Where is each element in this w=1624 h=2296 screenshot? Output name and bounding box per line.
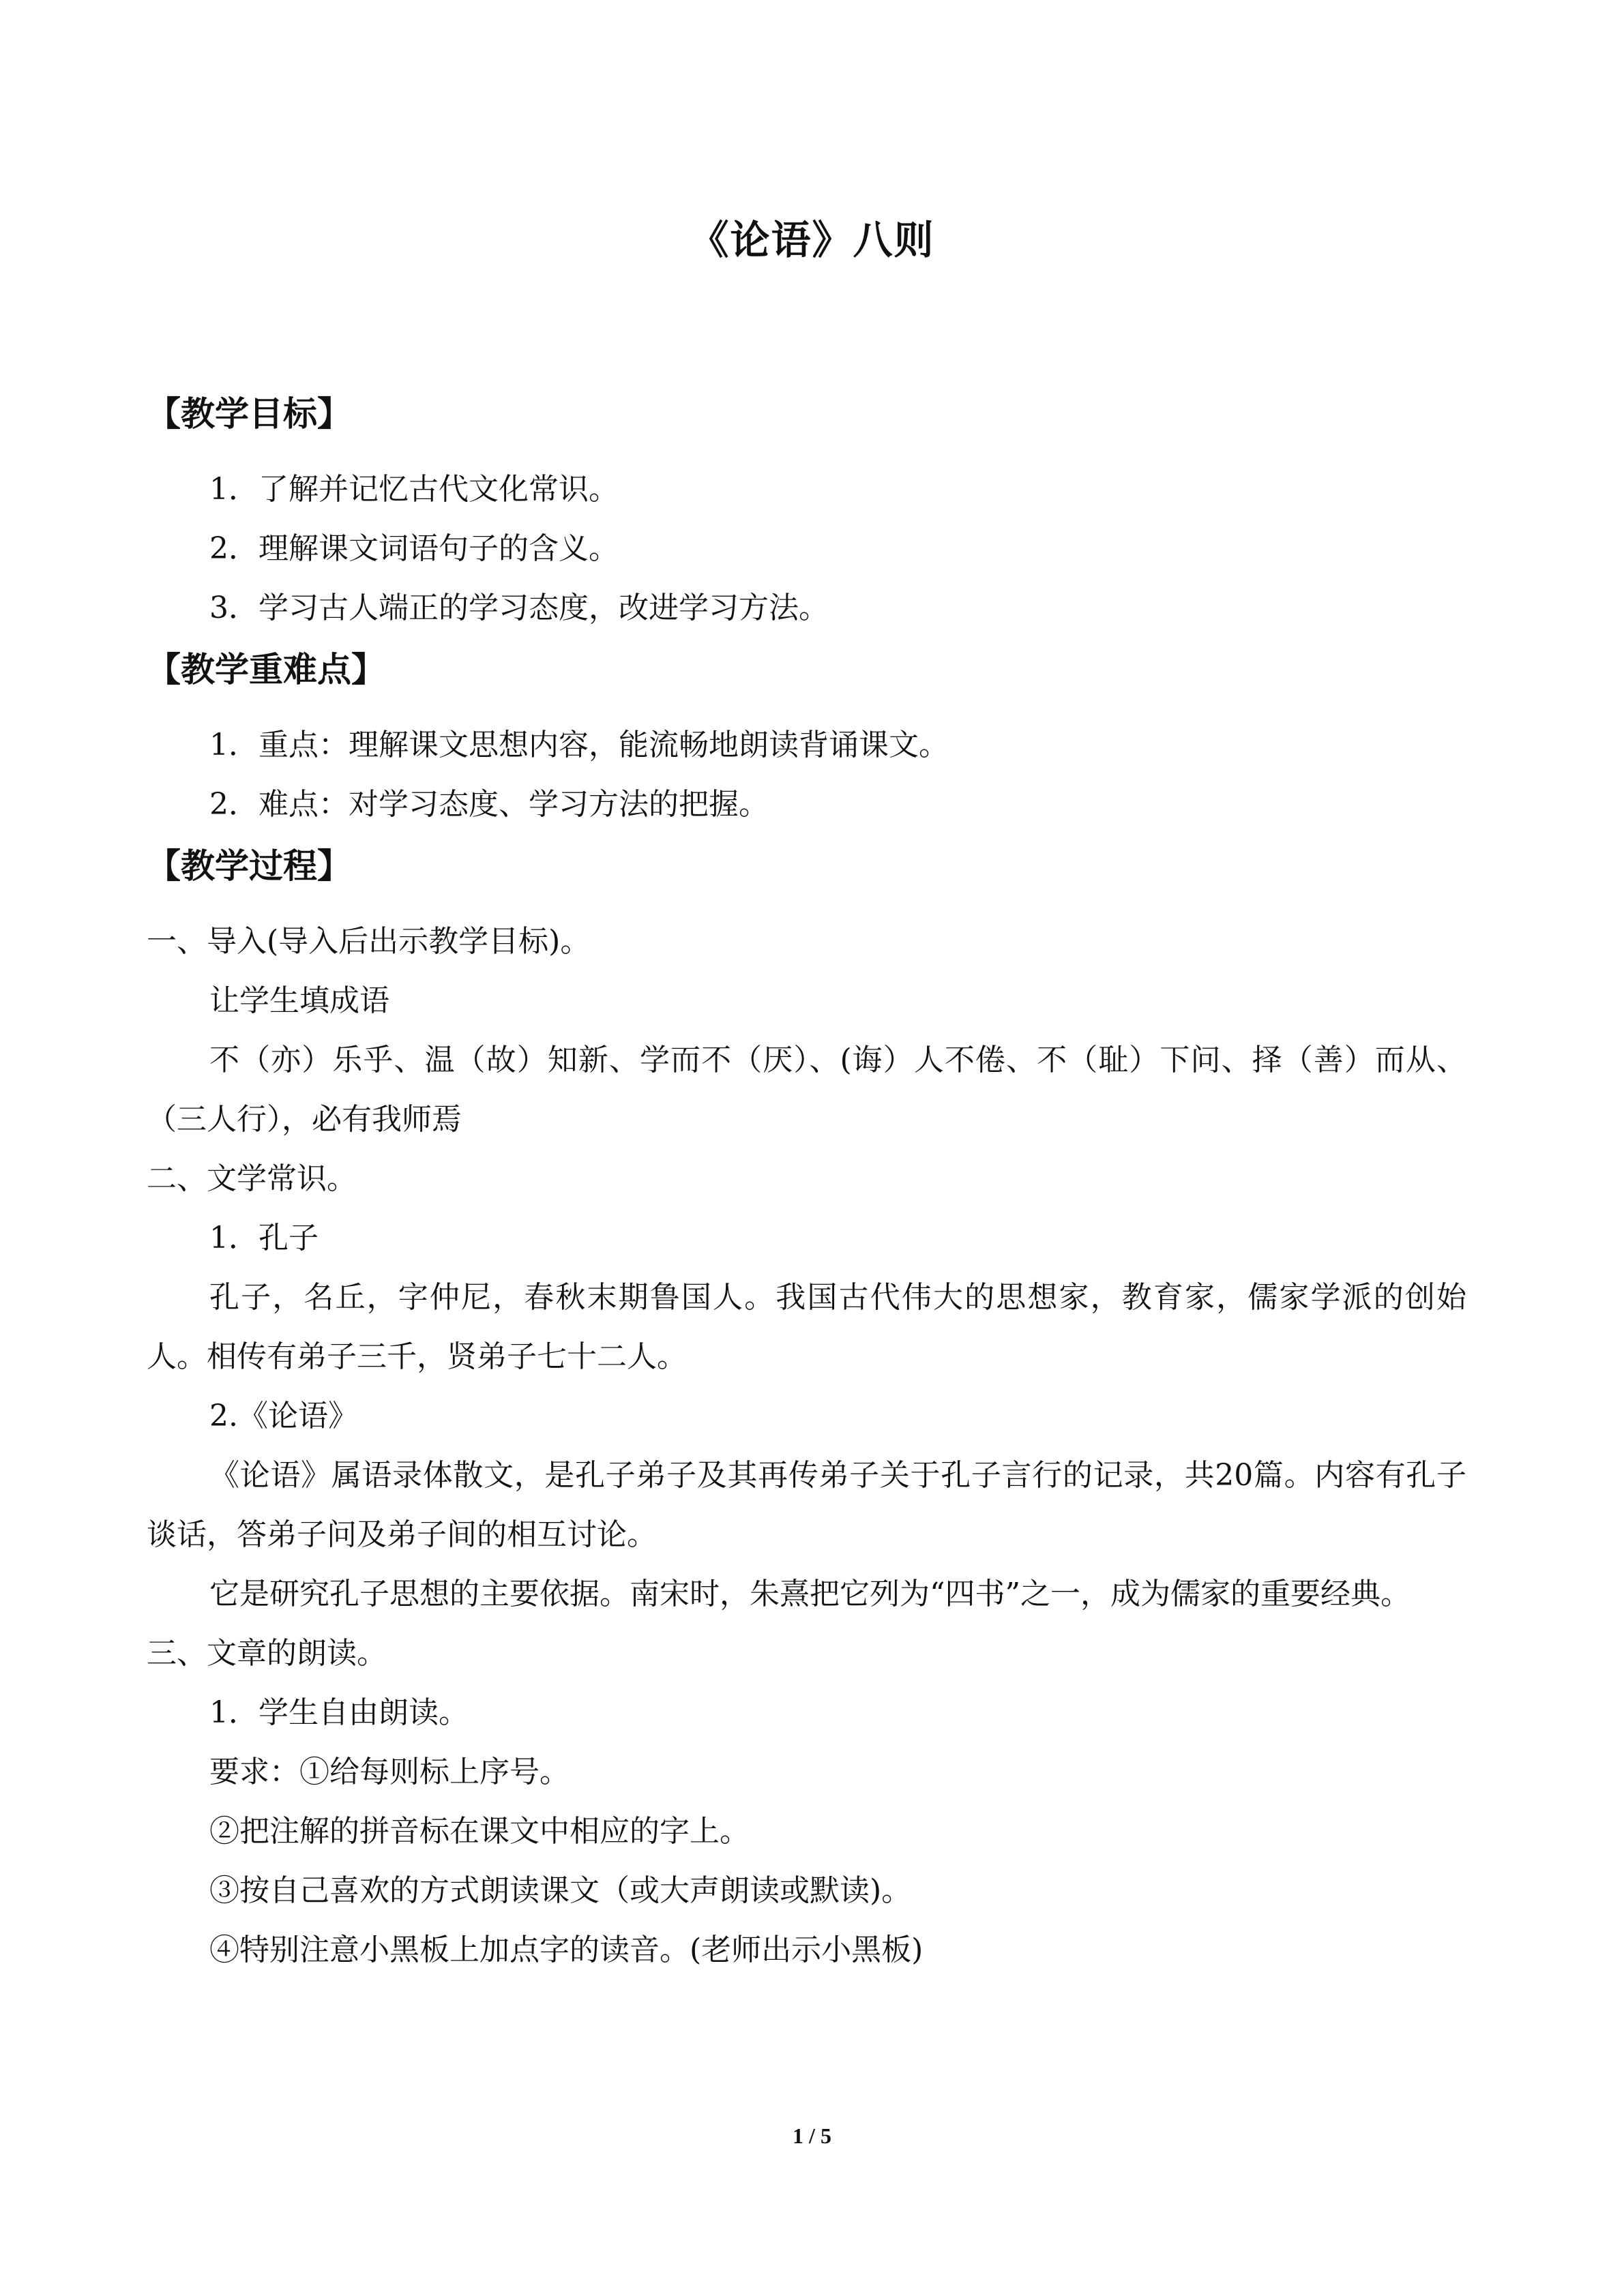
confucius-paragraph: 孔子，名丘，字仲尼，春秋末期鲁国人。我国古代伟大的思想家，教育家，儒家学派的创始人。相传有弟子三千，贤弟子七十二人。 (147, 1280, 1466, 1374)
document-body (147, 382, 1466, 1980)
analects-paragraph: 《论语》属语录体散文，是孔子弟子及其再传弟子关于孔子言行的记录，共20篇。内容有孔子谈话，答弟子问及弟子间的相互讨论。 (147, 1458, 1466, 1552)
section-heading-process: 【教学过程】 (147, 846, 351, 886)
intro-prompt: 让学生填成语 (209, 983, 389, 1018)
process-step-title: 一、导入(导入后出示教学目标)。 (147, 924, 591, 959)
reading-requirement: 要求：①给每则标上序号。 (209, 1755, 570, 1789)
reading-requirement: ④特别注意小黑板上加点字的读音。(老师出示小黑板) (209, 1933, 924, 1967)
document-title: 《论语》八则 (689, 217, 935, 263)
process-step-title: 二、文学常识。 (147, 1161, 357, 1196)
objective-item: 2．理解课文词语句子的含义。 (209, 531, 619, 566)
idioms-paragraph: 不（亦）乐乎、温（故）知新、学而不（厌）、(诲）人不倦、不（耻）下问、择（善）而从、 （三人行），必有我师焉 (147, 1043, 1466, 1137)
reading-requirement: ②把注解的拼音标在课文中相应的字上。 (209, 1814, 750, 1849)
key-point-item: 1．重点：理解课文思想内容，能流畅地朗读背诵课文。 (209, 728, 949, 762)
analects-paragraph: 它是研究孔子思想的主要依据。南宋时，朱熹把它列为“四书”之一，成为儒家的重要经典。 (209, 1577, 1411, 1611)
objective-item: 1．了解并记忆古代文化常识。 (209, 472, 619, 507)
key-point-item: 2．难点：对学习态度、学习方法的把握。 (209, 787, 769, 822)
reading-step: 1．学生自由朗读。 (209, 1695, 469, 1730)
objective-item: 3．学习古人端正的学习态度，改进学习方法。 (209, 591, 829, 625)
confucius-heading: 1．孔子 (209, 1221, 319, 1255)
page-number: 1 / 5 (793, 2123, 831, 2148)
section-heading-key-points: 【教学重难点】 (147, 650, 385, 689)
analects-heading: 2.《论语》 (209, 1399, 358, 1433)
reading-requirement: ③按自己喜欢的方式朗读课文（或大声朗读或默读)。 (209, 1873, 912, 1908)
section-heading-objectives: 【教学目标】 (147, 394, 351, 434)
process-step-title: 三、文章的朗读。 (147, 1636, 387, 1671)
